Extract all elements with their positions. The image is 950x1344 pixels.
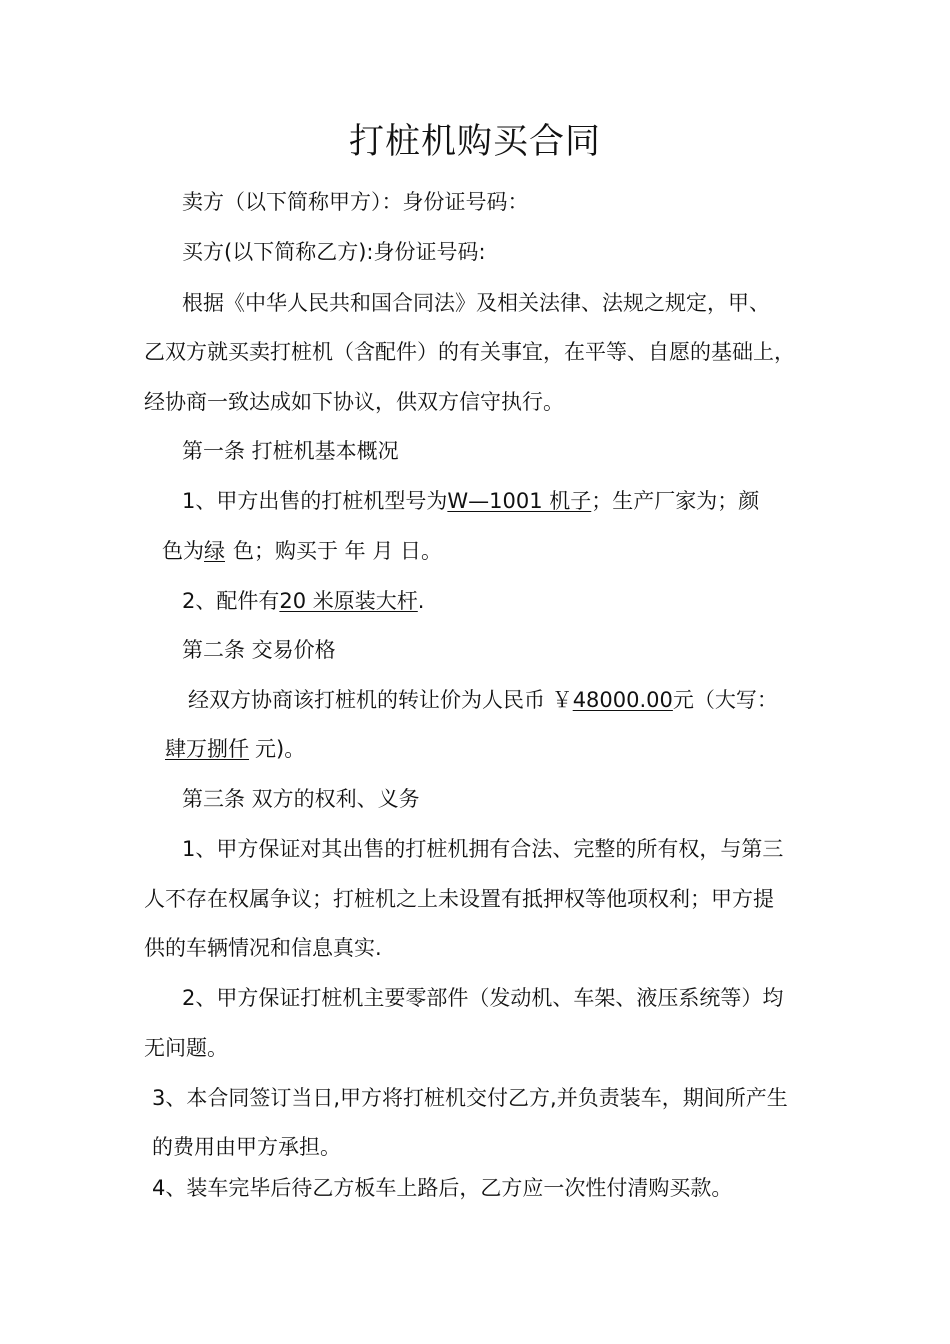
item-1-suffix: ；生产厂家为；颜 [591,489,760,513]
article-3-item-1-line-1: 1、甲方保证对其出售的打桩机拥有合法、完整的所有权，与第三 [182,837,784,861]
document-title: 打桩机购买合同 [348,122,601,162]
price-words-line [165,734,305,764]
item-1-prefix: 1、甲方出售的打桩机型号为 [182,489,448,513]
accessory-value: 20 米原装大杆 [279,589,418,613]
article-3-item-3-line-1: 3、本合同签订当日,甲方将打桩机交付乙方,并负责装车，期间所产生 [152,1086,788,1110]
article-1-heading: 第一条 打桩机基本概况 [182,439,399,463]
item-2-suffix: . [417,589,425,613]
article-3-item-2-line-1: 2、甲方保证打桩机主要零部件（发动机、车架、液压系统等）均 [182,986,784,1010]
article-3-item-1-line-2: 人不存在权属争议；打桩机之上未设置有抵押权等他项权利；甲方提 [144,887,774,911]
color-suffix: 色；购买于 年 月 日。 [233,539,443,563]
article-3-heading: 第三条 双方的权利、义务 [182,787,420,811]
price-suffix: 元（大写： [672,688,778,712]
price-prefix: 经双方协商该打桩机的转让价为人民币 ￥ [188,688,573,712]
color-prefix: 色为 [162,539,204,563]
article-3-item-1-line-3: 供的车辆情况和信息真实. [144,936,382,960]
preamble-line-1: 根据《中华人民共和国合同法》及相关法律、法规之规定，甲、 [182,291,770,315]
article-1-item-1-line-2 [162,536,442,566]
article-3-item-4: 4、装车完毕后待乙方板车上路后，乙方应一次性付清购买款。 [152,1176,733,1200]
article-1-item-1-line-1 [182,486,759,516]
article-1-item-2 [182,586,424,616]
color-value: 绿 [204,539,225,563]
price-words-suffix: 元)。 [255,737,306,761]
price-line [188,685,778,715]
price-words-value: 肆万捌仟 [165,737,249,761]
article-3-item-3-line-2: 的费用由甲方承担。 [152,1135,341,1159]
model-value: W—1001 机子 [447,489,592,513]
article-2-heading: 第二条 交易价格 [182,638,336,662]
article-3-item-2-line-2: 无问题。 [144,1036,228,1060]
price-value: 48000.00 [572,688,673,712]
preamble-line-3: 经协商一致达成如下协议，供双方信守执行。 [144,390,564,414]
item-2-prefix: 2、配件有 [182,589,280,613]
seller-line: 卖方（以下简称甲方）：身份证号码： [182,190,529,214]
buyer-line: 买方(以下简称乙方):身份证号码: [182,240,486,264]
preamble-line-2: 乙双方就买卖打桩机（含配件）的有关事宜，在平等、自愿的基础上， [144,340,795,364]
